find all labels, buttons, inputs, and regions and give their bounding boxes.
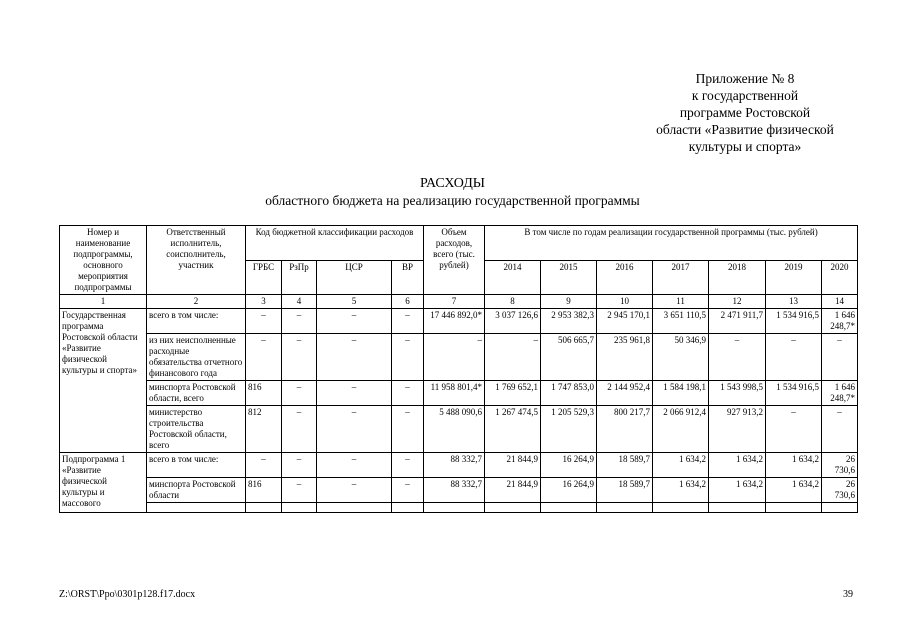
- header-executor: Ответственный исполнитель, соисполнитель, участник: [147, 226, 246, 295]
- appendix-line: к государственной: [691, 88, 799, 103]
- cell-year: 3 037 126,6: [485, 309, 541, 334]
- cell-year: 16 264,9: [541, 453, 597, 478]
- document-title: РАСХОДЫ: [420, 176, 485, 191]
- row-executor: минспорта Ростовской области: [147, 478, 246, 503]
- header-row: [60, 226, 858, 261]
- cell-year: –: [822, 406, 858, 453]
- cell-year: 1 646 248,7*: [822, 381, 858, 406]
- cell-rzpr: –: [282, 334, 317, 381]
- appendix-line: области «Развитие физической: [656, 122, 834, 137]
- cell-year: 2 066 912,4: [653, 406, 709, 453]
- file-path: Z:\ORST\Ppo\0301p128.f17.docx: [59, 589, 196, 600]
- header-year: 2015: [541, 260, 597, 295]
- table-row: [60, 309, 858, 334]
- empty-cell: [766, 503, 822, 513]
- row-executor: всего в том числе:: [147, 309, 246, 334]
- cell-year: –: [485, 334, 541, 381]
- cell-year: –: [822, 334, 858, 381]
- header-year: 2017: [653, 260, 709, 295]
- cell-total: 17 446 892,0*: [424, 309, 485, 334]
- cell-vr: –: [392, 453, 424, 478]
- cell-year: 2 953 382,3: [541, 309, 597, 334]
- cell-year: 1 267 474,5: [485, 406, 541, 453]
- cell-year: 1 634,2: [709, 453, 766, 478]
- header-rzpr: РзПр: [282, 260, 317, 295]
- cell-total: 11 958 801,4*: [424, 381, 485, 406]
- cell-rzpr: –: [282, 381, 317, 406]
- header-year: 2019: [766, 260, 822, 295]
- cell-year: 1 634,2: [766, 453, 822, 478]
- cell-year: 235 961,8: [597, 334, 653, 381]
- empty-cell: [653, 503, 709, 513]
- section-name: Подпрограмма 1 «Развитие физической культуры и массового: [60, 453, 147, 513]
- cell-year: 21 844,9: [485, 478, 541, 503]
- cell-vr: –: [392, 334, 424, 381]
- row-executor: министерство строительства Ростовской области, всего: [147, 406, 246, 453]
- column-number: 6: [392, 295, 424, 309]
- expenses-table: [59, 225, 858, 513]
- cell-year: –: [766, 334, 822, 381]
- cell-grbs: 812: [246, 406, 282, 453]
- empty-cell: [709, 503, 766, 513]
- cell-year: 1 769 652,1: [485, 381, 541, 406]
- cell-total: 88 332,7: [424, 478, 485, 503]
- cell-csr: –: [317, 453, 392, 478]
- empty-cell: [424, 503, 485, 513]
- cell-csr: –: [317, 334, 392, 381]
- cell-csr: –: [317, 381, 392, 406]
- cell-year: 1 205 529,3: [541, 406, 597, 453]
- header-year: 2016: [597, 260, 653, 295]
- cell-csr: –: [317, 406, 392, 453]
- cell-year: 50 346,9: [653, 334, 709, 381]
- empty-cell: [246, 503, 282, 513]
- cell-grbs: 816: [246, 478, 282, 503]
- column-number: 3: [246, 295, 282, 309]
- column-number: 12: [709, 295, 766, 309]
- cell-year: 1 534 916,5: [766, 381, 822, 406]
- appendix-line: программе Ростовской: [679, 105, 811, 120]
- row-executor: минспорта Ростовской области, всего: [147, 381, 246, 406]
- header-year: 2014: [485, 260, 541, 295]
- cell-csr: –: [317, 478, 392, 503]
- table-row: [60, 478, 858, 503]
- cell-rzpr: –: [282, 453, 317, 478]
- section-name: Государственная программа Ростовской области «Развитие физической культуры и спорта»: [60, 309, 147, 453]
- empty-cell: [317, 503, 392, 513]
- cell-vr: –: [392, 478, 424, 503]
- empty-cell: [822, 503, 858, 513]
- header-volume: Объем расходов, всего (тыс. рублей): [424, 226, 485, 295]
- table-row: [60, 406, 858, 453]
- column-number: 14: [822, 295, 858, 309]
- cell-csr: –: [317, 309, 392, 334]
- cell-year: –: [766, 406, 822, 453]
- column-number: 2: [147, 295, 246, 309]
- cell-year: 927 913,2: [709, 406, 766, 453]
- cell-total: 5 488 090,6: [424, 406, 485, 453]
- cell-year: 3 651 110,5: [653, 309, 709, 334]
- empty-cell: [282, 503, 317, 513]
- table-row: [60, 334, 858, 381]
- cell-vr: –: [392, 309, 424, 334]
- row-executor: всего в том числе:: [147, 453, 246, 478]
- empty-cell: [147, 503, 246, 513]
- cell-year: 2 144 952,4: [597, 381, 653, 406]
- column-number: 10: [597, 295, 653, 309]
- header-vr: ВР: [392, 260, 424, 295]
- cell-year: 18 589,7: [597, 478, 653, 503]
- column-number: 5: [317, 295, 392, 309]
- empty-cell: [597, 503, 653, 513]
- cell-year: 1 634,2: [653, 453, 709, 478]
- cell-rzpr: –: [282, 309, 317, 334]
- cell-year: 1 646 248,7*: [822, 309, 858, 334]
- header-name: Номер и наименование подпрограммы, основного мероприятия подпрограммы: [60, 226, 147, 295]
- cell-year: 21 844,9: [485, 453, 541, 478]
- column-number: 9: [541, 295, 597, 309]
- cell-rzpr: –: [282, 406, 317, 453]
- appendix-line: культуры и спорта»: [688, 139, 802, 154]
- cell-year: 2 471 911,7: [709, 309, 766, 334]
- cell-vr: –: [392, 406, 424, 453]
- table-row: [60, 381, 858, 406]
- cell-year: 2 945 170,1: [597, 309, 653, 334]
- cell-year: 1 634,2: [766, 478, 822, 503]
- cell-year: 800 217,7: [597, 406, 653, 453]
- cell-year: 1 543 998,5: [709, 381, 766, 406]
- cell-year: 26 730,6: [822, 478, 858, 503]
- cell-year: 1 534 916,5: [766, 309, 822, 334]
- row-executor: из них неисполненные расходные обязательства отчетного финансового года: [147, 334, 246, 381]
- cell-grbs: –: [246, 453, 282, 478]
- header-csr: ЦСР: [317, 260, 392, 295]
- document-subtitle: областного бюджета на реализацию государственной программы: [265, 193, 640, 208]
- appendix-line: Приложение № 8: [695, 71, 795, 86]
- column-number: 13: [766, 295, 822, 309]
- cell-grbs: 816: [246, 381, 282, 406]
- header-year: 2018: [709, 260, 766, 295]
- column-number: 1: [60, 295, 147, 309]
- header-grbs: ГРБС: [246, 260, 282, 295]
- cell-rzpr: –: [282, 478, 317, 503]
- cell-year: 16 264,9: [541, 478, 597, 503]
- column-number: 7: [424, 295, 485, 309]
- appendix-block: [600, 70, 890, 155]
- empty-cell: [541, 503, 597, 513]
- cell-year: 1 634,2: [709, 478, 766, 503]
- header-code-group: Код бюджетной классификации расходов: [246, 226, 424, 261]
- table-row-empty: [60, 503, 858, 513]
- cell-vr: –: [392, 381, 424, 406]
- cell-year: 1 584 198,1: [653, 381, 709, 406]
- cell-total: 88 332,7: [424, 453, 485, 478]
- column-number: 8: [485, 295, 541, 309]
- header-year: 2020: [822, 260, 858, 295]
- column-number: 4: [282, 295, 317, 309]
- cell-grbs: –: [246, 334, 282, 381]
- cell-year: 1 747 853,0: [541, 381, 597, 406]
- empty-cell: [392, 503, 424, 513]
- column-number: 11: [653, 295, 709, 309]
- column-number-row: [60, 295, 858, 309]
- cell-total: –: [424, 334, 485, 381]
- empty-cell: [485, 503, 541, 513]
- cell-year: 1 634,2: [653, 478, 709, 503]
- page-number: 39: [843, 589, 853, 600]
- header-years-group: В том числе по годам реализации государственной программы (тыс. рублей): [485, 226, 858, 261]
- cell-year: –: [709, 334, 766, 381]
- cell-year: 506 665,7: [541, 334, 597, 381]
- cell-grbs: –: [246, 309, 282, 334]
- cell-year: 26 730,6: [822, 453, 858, 478]
- cell-year: 18 589,7: [597, 453, 653, 478]
- table-row: [60, 453, 858, 478]
